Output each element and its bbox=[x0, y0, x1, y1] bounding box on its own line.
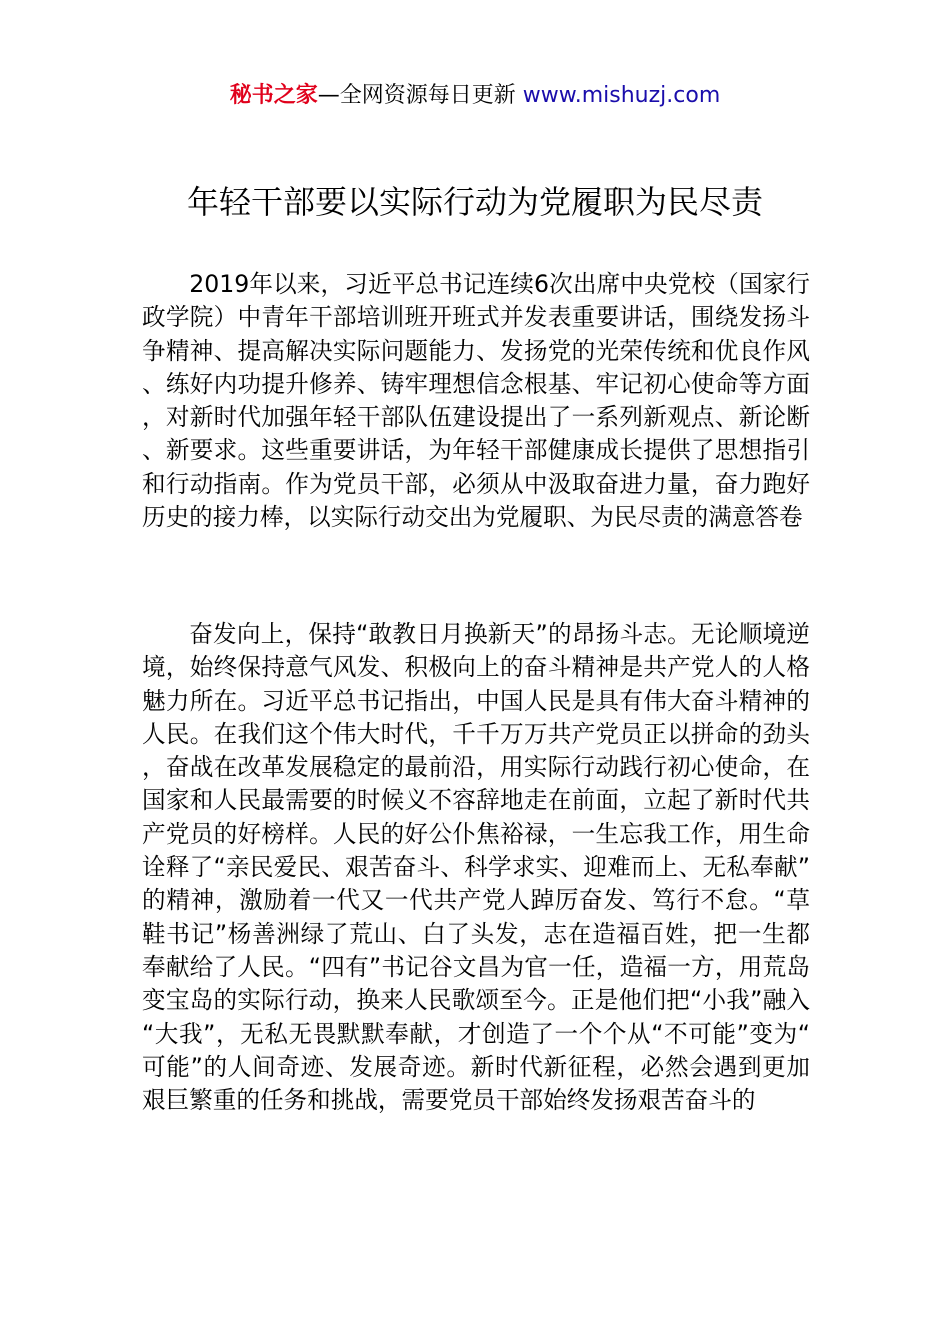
body-paragraph: 2019年以来，习近平总书记连续6次出席中央党校（国家行政学院）中青年干部培训班开班式并发表重要讲话，围绕发扬斗争精神、提高解决实际问题能力、发扬党的光荣传统和优良作风、练好内功提升修养、铸牢理想信念根基、牢记初心使命等方面，对新时代加强年轻干部队伍建设提出了一系列新观点、新论断、新要求。这些重要讲话，为年轻干部健康成长提供了思想指引和行动指南。作为党员干部，必须从中汲取奋进力量，奋力跑好历史的接力棒，以实际行动交出为党履职、为民尽责的满意答卷 bbox=[142, 270, 810, 532]
site-header bbox=[0, 80, 950, 112]
document-title: 年轻干部要以实际行动为党履职为民尽责 bbox=[186, 183, 763, 221]
site-url-link[interactable]: www.mishuzj.com bbox=[522, 83, 721, 108]
body-paragraph: 奋发向上，保持“敢教日月换新天”的昂扬斗志。无论顺境逆境，始终保持意气风发、积极向上的奋斗精神是共产党人的人格魅力所在。习近平总书记指出，中国人民是具有伟大奋斗精神的人民。在我们这个伟大时代，千千万万共产党员正以拼命的劲头，奋战在改革发展稳定的最前沿，用实际行动践行初心使命，在国家和人民最需要的时候义不容辞地走在前面，立起了新时代共产党员的好榜样。人民的好公仆焦裕禄，一生忘我工作，用生命诠释了“亲民爱民、艰苦奋斗、科学求实、迎难而上、无私奉献”的精神，激励着一代又一代共产党人踔厉奋发、笃行不怠。“草鞋书记”杨善洲绿了荒山、白了头发，志在造福百姓，把一生都奉献给了人民。“四有”书记谷文昌为官一任，造福一方，用荒岛变宝岛的实际行动，换来人民歌颂至今。正是他们把“小我”融入“大我”，无私无畏默默奉献，才创造了一个个从“不可能”变为“可能”的人间奇迹、发展奇迹。新时代新征程，必然会遇到更加艰巨繁重的任务和挑战，需要党员干部始终发扬艰苦奋斗的 bbox=[142, 620, 810, 1115]
site-brand: 秘书之家 bbox=[229, 83, 318, 108]
site-tagline: —全网资源每日更新 bbox=[317, 83, 523, 108]
